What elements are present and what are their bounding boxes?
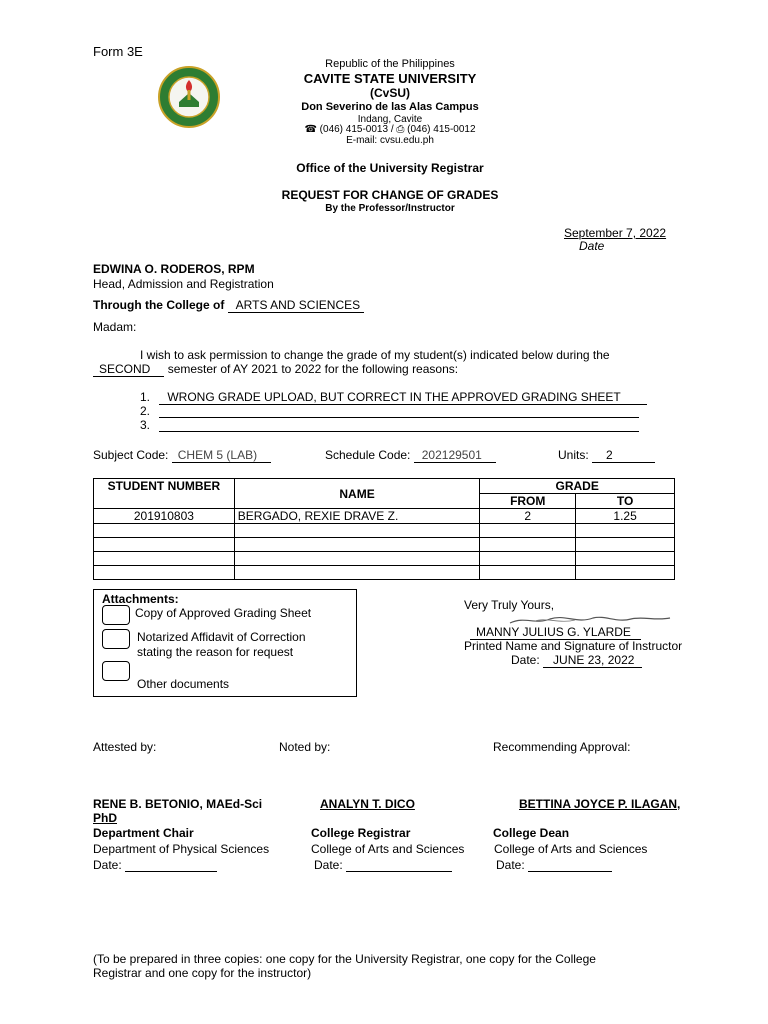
reason-num: 1. bbox=[140, 390, 151, 404]
attachment-checkbox-affidavit[interactable] bbox=[102, 629, 130, 649]
chair-unit: Department of Physical Sciences bbox=[93, 842, 270, 856]
chair-date-line bbox=[125, 859, 217, 872]
attachment-checkbox-other[interactable] bbox=[102, 661, 130, 681]
footer-note-2: Registrar and one copy for the instructor) bbox=[93, 966, 312, 980]
header-grade: GRADE bbox=[480, 479, 675, 494]
form-code: Form 3E bbox=[93, 44, 143, 59]
reason-1 bbox=[140, 390, 647, 405]
chair-date bbox=[93, 858, 217, 872]
header-email: E-mail: cvsu.edu.ph bbox=[346, 135, 434, 146]
header-phone: ☎ (046) 415-0013 / ⎙ (046) 415-0012 bbox=[304, 124, 476, 135]
attachments-box bbox=[93, 589, 357, 697]
grades-table bbox=[93, 478, 675, 580]
reason-2 bbox=[140, 404, 639, 418]
attachment-checkbox-grading-sheet[interactable] bbox=[102, 605, 130, 625]
units-value: 2 bbox=[592, 448, 655, 463]
university-logo bbox=[146, 66, 232, 128]
attachment-label-grading-sheet: Copy of Approved Grading Sheet bbox=[135, 606, 312, 620]
through-line bbox=[93, 298, 364, 313]
body-line-2 bbox=[93, 362, 458, 377]
attachment-label-other: Other documents bbox=[137, 677, 230, 691]
schedule-code: 202129501 bbox=[414, 448, 496, 463]
student-number-cell: 201910803 bbox=[94, 509, 235, 524]
name-cell: BERGADO, REXIE DRAVE Z. bbox=[234, 509, 480, 524]
form-title: REQUEST FOR CHANGE OF GRADES bbox=[281, 188, 499, 202]
chair-name: RENE B. BETONIO, MAEd-Sci bbox=[93, 797, 263, 811]
attachment-label-affidavit-2: stating the reason for request bbox=[137, 645, 294, 659]
body-line-2-rest: semester of AY 2021 to 2022 for the following reasons: bbox=[167, 362, 459, 376]
header-student-number: STUDENT NUMBER bbox=[94, 479, 235, 509]
grade-to-cell: 1.25 bbox=[576, 509, 675, 524]
units-field bbox=[558, 448, 655, 463]
table-row bbox=[94, 538, 675, 552]
instructor-name: MANNY JULIUS G. YLARDE bbox=[470, 625, 641, 640]
dean-title: College Dean bbox=[493, 826, 570, 840]
closing: Very Truly Yours, bbox=[464, 598, 555, 612]
reason-text bbox=[159, 419, 639, 432]
noted-label: Noted by: bbox=[279, 740, 331, 754]
through-label: Through the College of bbox=[93, 298, 225, 312]
attachments-title: Attachments: bbox=[102, 592, 179, 606]
reason-text: WRONG GRADE UPLOAD, BUT CORRECT IN THE APPROVED GRADING SHEET bbox=[159, 390, 647, 405]
date-label: Date bbox=[579, 239, 605, 253]
attested-label: Attested by: bbox=[93, 740, 157, 754]
reason-num: 2. bbox=[140, 404, 151, 418]
header-campus: Don Severino de las Alas Campus bbox=[301, 101, 479, 113]
dean-date-label: Date: bbox=[496, 858, 525, 872]
registrar-date-line bbox=[346, 859, 452, 872]
table-row bbox=[94, 524, 675, 538]
attachment-label-affidavit: Notarized Affidavit of Correction bbox=[137, 630, 306, 644]
office-title: Office of the University Registrar bbox=[296, 161, 484, 175]
reason-text bbox=[159, 405, 639, 418]
addressee-position: Head, Admission and Registration bbox=[93, 277, 274, 291]
reason-3 bbox=[140, 418, 639, 432]
registrar-title: College Registrar bbox=[311, 826, 411, 840]
header-republic: Republic of the Philippines bbox=[325, 58, 455, 70]
subject-code: CHEM 5 (LAB) bbox=[172, 448, 271, 463]
header-university: CAVITE STATE UNIVERSITY bbox=[303, 71, 477, 86]
body-line-1: I wish to ask permission to change the grade of my student(s) indicated below during the bbox=[140, 348, 610, 362]
signature-date: JUNE 23, 2022 bbox=[543, 653, 642, 668]
header-to: TO bbox=[576, 494, 675, 509]
chair-date-label: Date: bbox=[93, 858, 122, 872]
registrar-date-label: Date: bbox=[314, 858, 343, 872]
chair-title: Department Chair bbox=[93, 826, 194, 840]
reason-num: 3. bbox=[140, 418, 151, 432]
signature-date-label: Date: bbox=[511, 653, 540, 667]
header-location: Indang, Cavite bbox=[357, 114, 423, 125]
dean-name: BETTINA JOYCE P. ILAGAN, bbox=[519, 797, 681, 811]
units-label: Units: bbox=[558, 448, 589, 462]
table-row bbox=[94, 566, 675, 580]
table-row bbox=[94, 509, 675, 524]
dean-date-line bbox=[528, 859, 612, 872]
instructor-name-line bbox=[470, 625, 641, 640]
registrar-unit: College of Arts and Sciences bbox=[311, 842, 465, 856]
header-name: NAME bbox=[234, 479, 480, 509]
schedule-code-field bbox=[325, 448, 496, 463]
registrar-date bbox=[314, 858, 452, 872]
header-abbr: (CvSU) bbox=[369, 86, 410, 100]
semester: SECOND bbox=[93, 362, 164, 377]
salutation: Madam: bbox=[93, 320, 137, 334]
form-subtitle: By the Professor/Instructor bbox=[325, 203, 455, 214]
header-from: FROM bbox=[480, 494, 576, 509]
request-date: September 7, 2022 bbox=[564, 226, 667, 240]
subject-code-field bbox=[93, 448, 271, 463]
signature-caption: Printed Name and Signature of Instructor bbox=[464, 639, 683, 653]
recommending-label: Recommending Approval: bbox=[493, 740, 631, 754]
dean-date bbox=[496, 858, 612, 872]
dean-unit: College of Arts and Sciences bbox=[494, 842, 648, 856]
chair-name-suffix: PhD bbox=[93, 811, 117, 825]
table-row bbox=[94, 552, 675, 566]
footer-note-1: (To be prepared in three copies: one copy for the University Registrar, one copy for the College bbox=[93, 952, 596, 966]
addressee-name: EDWINA O. RODEROS, RPM bbox=[93, 262, 255, 276]
subject-code-label: Subject Code: bbox=[93, 448, 169, 462]
signature-date-line bbox=[511, 653, 642, 668]
grade-from-cell: 2 bbox=[480, 509, 576, 524]
schedule-code-label: Schedule Code: bbox=[325, 448, 411, 462]
registrar-name: ANALYN T. DICO bbox=[320, 797, 415, 811]
college-name: ARTS AND SCIENCES bbox=[228, 298, 364, 313]
